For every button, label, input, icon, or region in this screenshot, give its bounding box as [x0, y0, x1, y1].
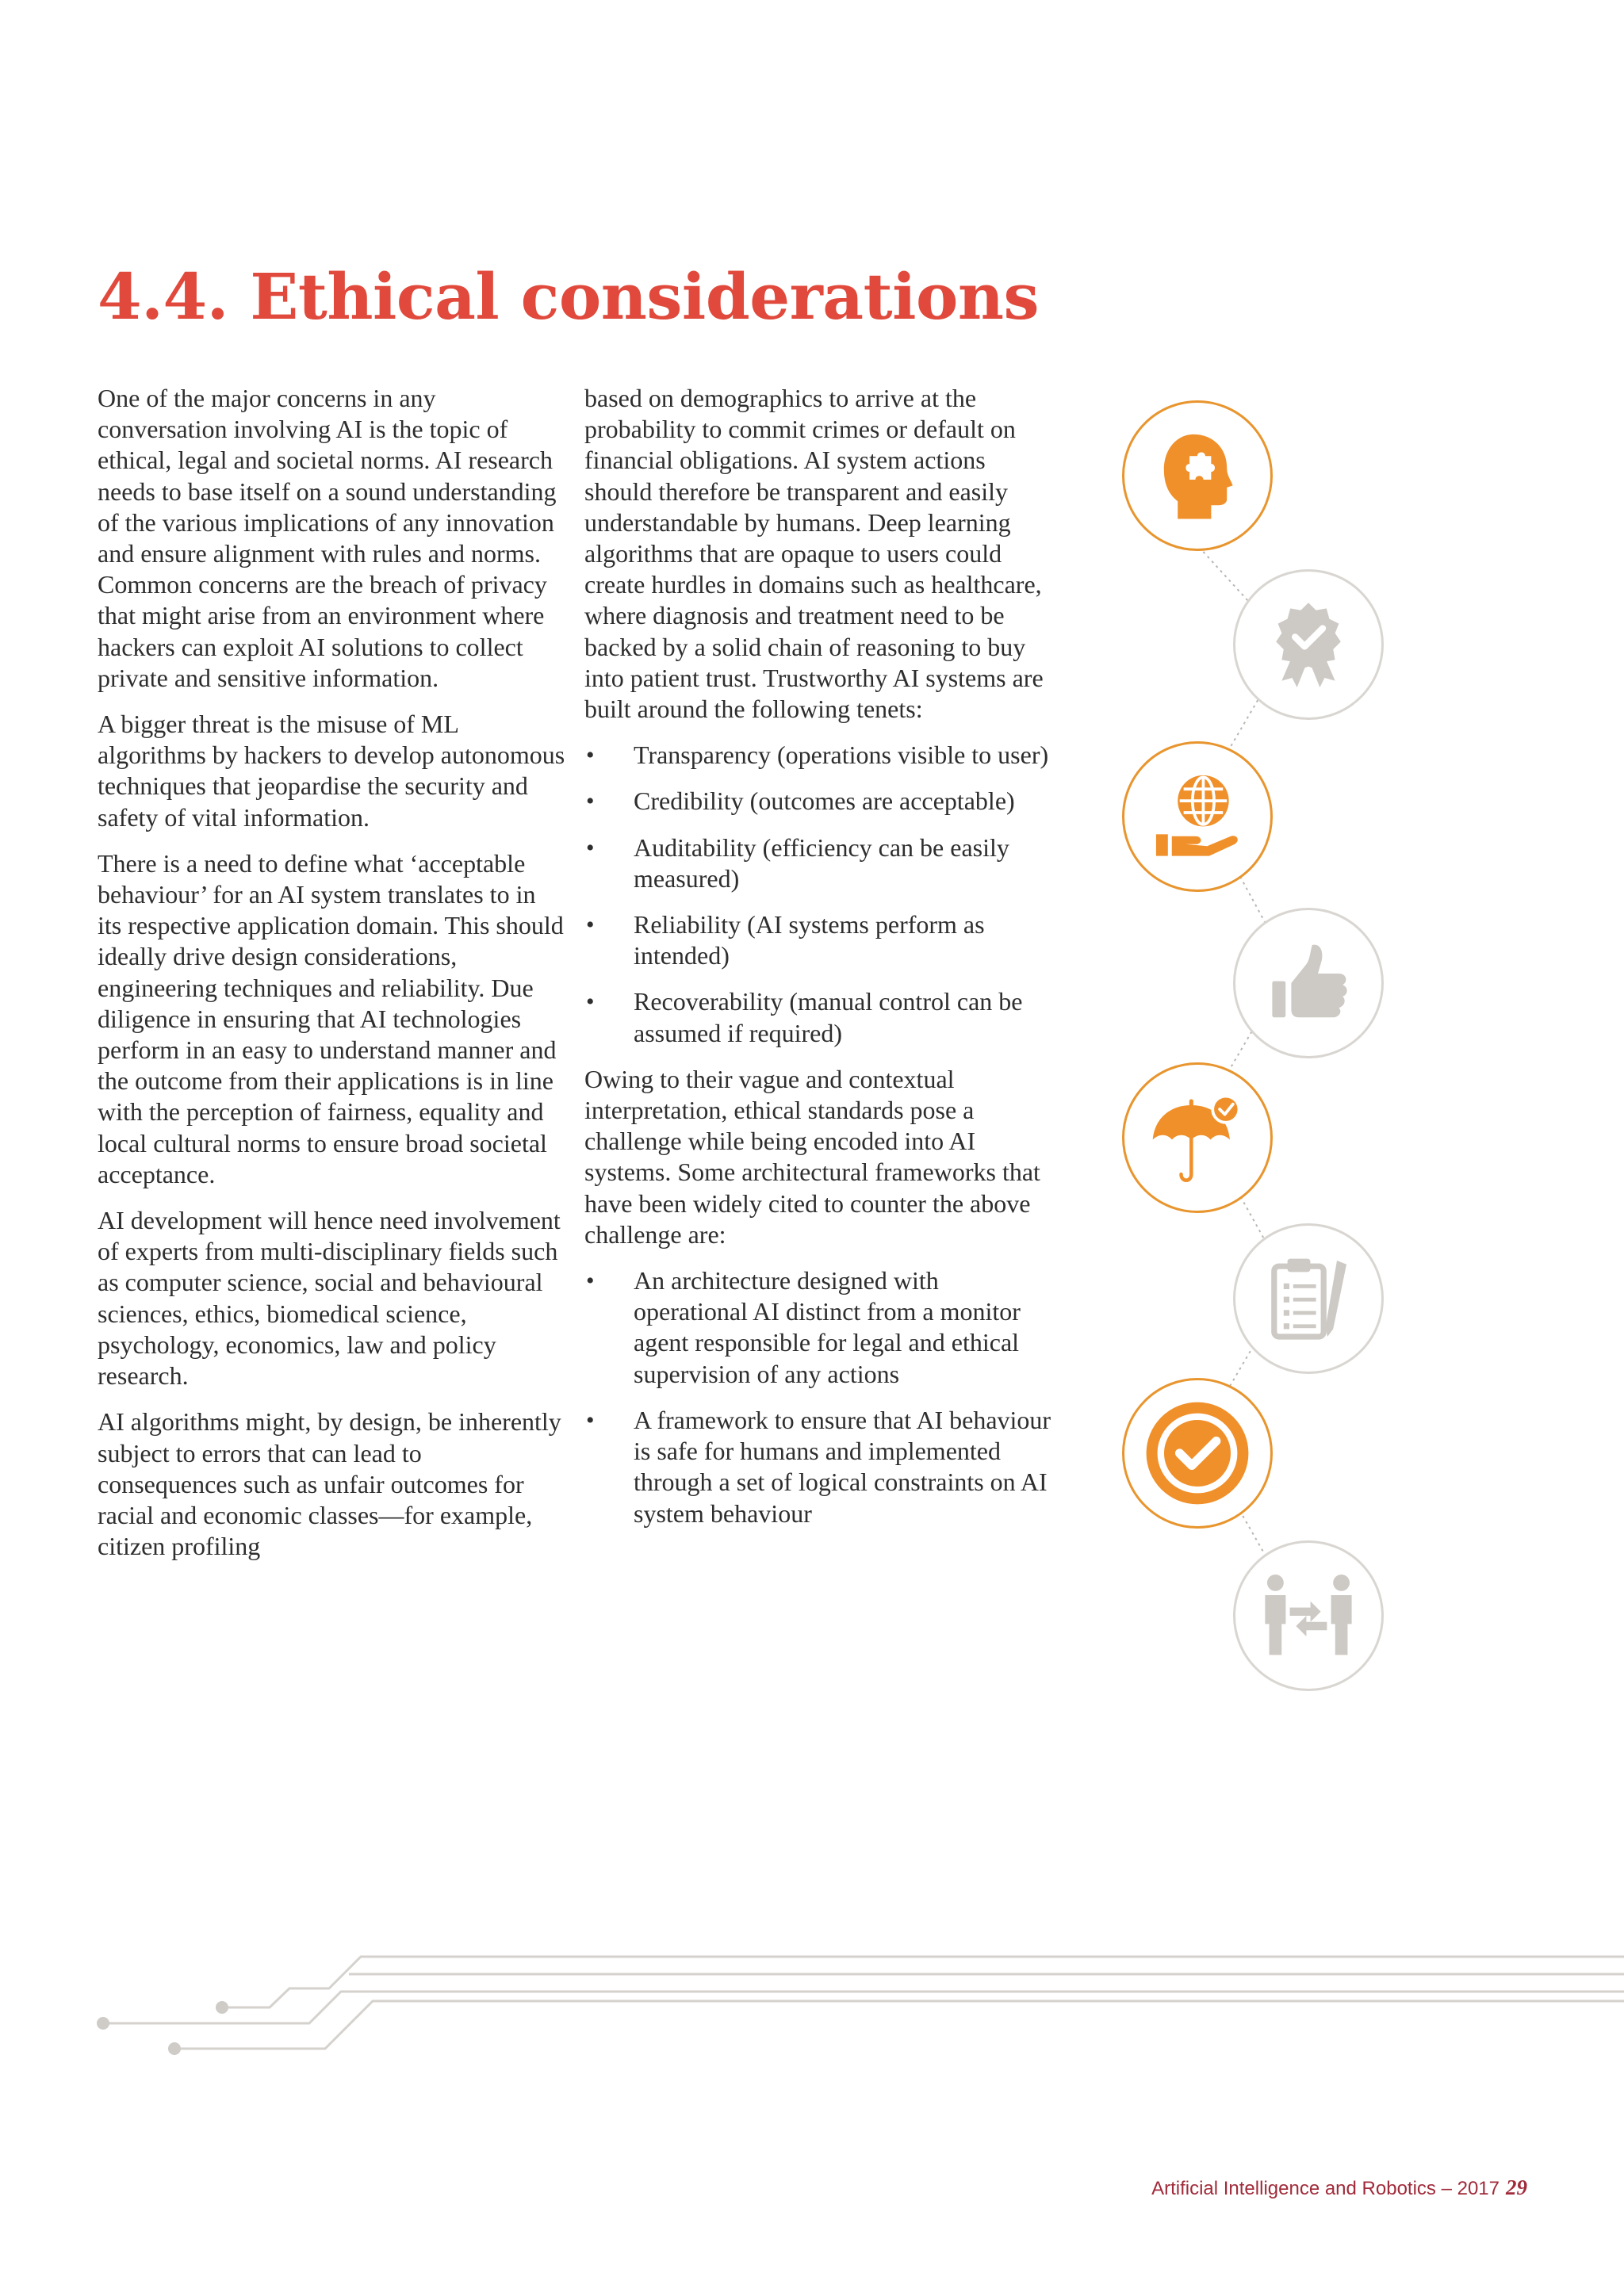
paragraph: There is a need to define what ‘acceptable behaviour’ for an AI system translates to in its respective application domain. This should ideally drive design considerations, engineering techniques and reliability. Due diligence in ensuring that AI technologies perform in an easy to understand manner and the outcome from their applications is in line with the perception of fairness, equality and local cultural norms to ensure broad societal acceptance.: [98, 848, 564, 1188]
text-column-left: [98, 383, 565, 1577]
icon-circle-5: [1122, 1062, 1273, 1213]
list-item: • An architecture designed with operational AI distinct from a monitor agent responsible for legal and ethical supervision of any actions: [584, 1265, 1052, 1390]
check-circle-icon: [1142, 1398, 1253, 1509]
list-item: • Credibility (outcomes are acceptable): [584, 786, 1052, 817]
award-ribbon-icon: [1261, 597, 1356, 692]
list-item: • A framework to ensure that AI behaviour is safe for humans and implemented through a set of logical constraints on AI system behaviour: [584, 1405, 1052, 1529]
people-exchange-icon: [1257, 1564, 1360, 1667]
icon-sidebar: [1094, 381, 1427, 1744]
frameworks-list: [584, 1265, 1052, 1529]
paragraph: based on demographics to arrive at the probability to commit crimes or default on financial obligations. AI system actions should therefore be transparent and easily understandable by humans. Deep learning algorithms that are opaque to users could create hurdles in domains such as healthcare, where diagnosis and treatment need to be backed by a solid chain of reasoning to buy into patient trust. Trustworthy AI systems are built around the following tenets:: [584, 384, 1044, 724]
head-puzzle-icon: [1148, 427, 1247, 525]
clipboard-pencil-icon: [1261, 1251, 1356, 1346]
icon-circle-4: [1233, 908, 1384, 1058]
icon-circle-7: [1122, 1378, 1273, 1529]
tenets-list: [584, 740, 1052, 1049]
icon-circle-6: [1233, 1223, 1384, 1374]
icon-circle-8: [1233, 1540, 1384, 1691]
footer-title: Artificial Intelligence and Robotics – 2017: [1151, 2178, 1500, 2199]
list-item: • Recoverability (manual control can be assumed if required): [584, 986, 1052, 1048]
circuit-decoration: [0, 1934, 1624, 2077]
paragraph: AI development will hence need involvement of experts from multi-disciplinary fields such as computer science, social and behavioural sciences, ethics, biomedical science, psychology, economics, law and policy research.: [98, 1206, 561, 1391]
list-item: • Reliability (AI systems perform as intended): [584, 909, 1052, 971]
paragraph: One of the major concerns in any conversation involving AI is the topic of ethical, legal and societal norms. AI research needs to base itself on a sound understanding of the various implications of any innovation and ensure alignment with rules and norms. Common concerns are the breach of privacy that might arise from an environment where hackers can exploit AI solutions to collect private and sensitive information.: [98, 384, 557, 692]
globe-hand-icon: [1148, 767, 1247, 866]
icon-circle-1: [1122, 400, 1273, 551]
icon-circle-2: [1233, 569, 1384, 720]
paragraph: A bigger threat is the misuse of ML algorithms by hackers to develop autonomous techniques that jeopardise the security and safety of vital information.: [98, 710, 565, 832]
paragraph: AI algorithms might, by design, be inherently subject to errors that can lead to consequences such as unfair outcomes for racial and economic classes—for example, citizen profiling: [98, 1407, 561, 1561]
text-column-right: [584, 383, 1052, 1544]
page-title: 4.4. Ethical considerations: [98, 259, 1040, 334]
icon-circle-3: [1122, 741, 1273, 892]
list-item: • Auditability (efficiency can be easily measured): [584, 832, 1052, 894]
list-item: • Transparency (operations visible to user): [584, 740, 1052, 771]
thumbs-up-icon: [1261, 936, 1356, 1031]
page-footer: [1151, 2175, 1527, 2200]
umbrella-check-icon: [1147, 1087, 1248, 1188]
paragraph: Owing to their vague and contextual interpretation, ethical standards pose a challenge while being encoded into AI systems. Some architectural frameworks that have been widely cited to counter the above challenge are:: [584, 1064, 1040, 1249]
page-number: 29: [1506, 2175, 1527, 2199]
